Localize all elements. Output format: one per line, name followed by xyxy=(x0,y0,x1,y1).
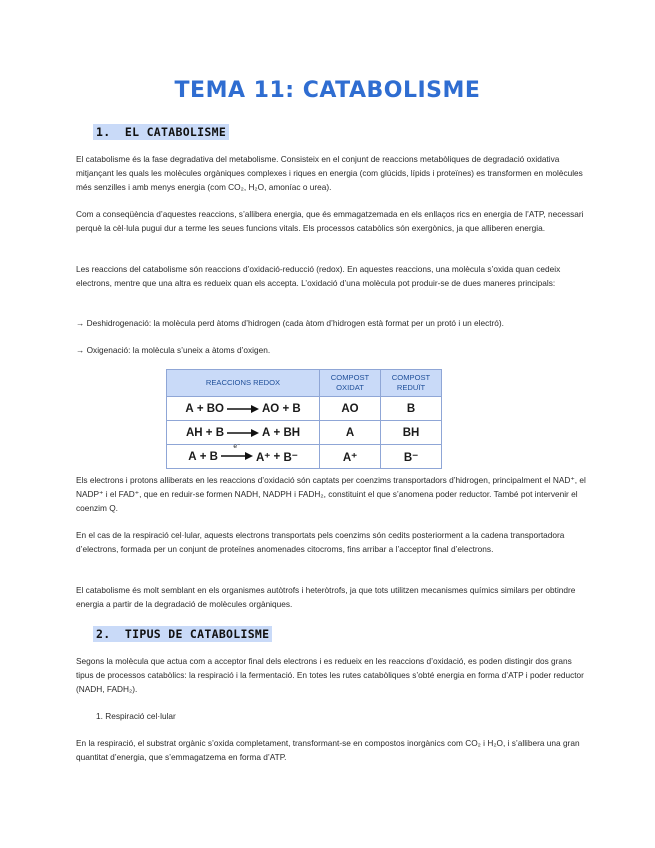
plus-sign: + xyxy=(199,450,207,463)
paragraph-6: El catabolisme és molt semblant en els organismes autòtrofs i heteròtrofs, ja que tots utilitzen mecanismes químics similars per obtindre energia a partir de la degradació de molècules orgàniques. xyxy=(76,585,576,609)
reactant: BO xyxy=(206,402,224,415)
reaction-arrow-icon xyxy=(227,429,259,437)
reactant: A xyxy=(185,402,194,415)
oxidized-cell: AO xyxy=(320,397,381,421)
plus-sign: + xyxy=(196,402,204,415)
reaction-arrow-icon xyxy=(227,405,259,413)
paragraph-3: Les reaccions del catabolisme són reaccions d’oxidació-reducció (redox). En aquestes reaccions, una molècula s’oxida quan cedeix electrons, mentre que una altra es redueix quan els accepta. L’oxidació d’una molècula pot produir-se de dues maneres principals: xyxy=(76,264,561,288)
section-1-title: EL CATABOLISME xyxy=(124,125,227,139)
reduced-cell: BH xyxy=(381,421,442,445)
subheading-respiration: 1. Respiració cel·lular xyxy=(96,711,176,721)
plus-sign: + xyxy=(205,426,213,439)
product: B⁻ xyxy=(283,451,298,464)
section-2-heading xyxy=(93,626,272,642)
reaction-cell xyxy=(167,442,320,469)
reduced-cell: B⁻ xyxy=(381,445,442,469)
paragraph-4: Els electrons i protons alliberats en les reaccions d’oxidació són captats per coenzims transportadors d’hidrogen, principalment el NAD⁺, el NADP⁺ i el FAD⁺, que en reduir-se formen NADH, NADPH i FADH₂, constituint el que s’anomena poder reductor. També pot intervenir el coenzim Q. xyxy=(76,475,586,513)
electron-transfer-arrow xyxy=(218,442,256,463)
reactant: B xyxy=(209,450,218,463)
redox-table xyxy=(166,369,442,469)
plus-sign: + xyxy=(273,426,281,439)
bullet-oxygenation: → Oxigenació: la molècula s’uneix a àtoms d’oxigen. xyxy=(76,345,271,355)
paragraph-2: Com a conseqüència d’aquestes reaccions, s’allibera energia, que és emmagatzemada en els enllaços rics en energia de l’ATP, necessari perquè la cèl·lula pugui dur a terme les seues funcions vitals. Els processos catabòlics són exergònics, ja que alliberen energia. xyxy=(76,209,584,233)
plus-sign: + xyxy=(282,402,290,415)
electron-label: e⁻ xyxy=(233,442,241,450)
oxidized-cell: A⁺ xyxy=(320,445,381,469)
table-row xyxy=(167,397,442,421)
reactant: AH xyxy=(185,426,203,439)
header-reduced: COMPOST REDUÏT xyxy=(381,370,442,397)
product: BH xyxy=(283,426,301,439)
plus-sign: + xyxy=(273,450,281,463)
reactant: B xyxy=(215,426,224,439)
section-2-title: TIPUS DE CATABOLISME xyxy=(124,627,270,641)
paragraph-5: En el cas de la respiració cel·lular, aquests electrons transportats pels coenzims són cedits posteriorment a la cadena transportadora d’electrons, formada per un conjunt de proteïnes anomenades citocroms, fins arribar a l’acceptor final d’electrons. xyxy=(76,530,565,554)
table-row xyxy=(167,445,442,469)
reaction-arrow-icon xyxy=(221,452,253,460)
paragraph-7: Segons la molècula que actua com a acceptor final dels electrons i es redueix en les reaccions d’oxidació, es poden distingir dos grans tipus de processos catabòlics: la respiració i la fermentació. En totes les rutes catabòliques s’obté energia en forma d’ATP i poder reductor (NADH, FADH₂). xyxy=(76,656,584,694)
product: A xyxy=(262,426,271,439)
product: AO xyxy=(262,402,280,415)
section-1-number: 1. xyxy=(96,125,111,139)
bullet-dehydrogenation: → Deshidrogenació: la molècula perd àtoms d’hidrogen (cada àtom d’hidrogen està format per un protó i un electró). xyxy=(76,318,504,328)
oxidized-cell: A xyxy=(320,421,381,445)
reactant: A xyxy=(188,450,197,463)
product: A⁺ xyxy=(255,451,271,464)
product: B xyxy=(292,402,301,415)
reduced-cell: B xyxy=(381,397,442,421)
table-row xyxy=(167,421,442,445)
paragraph-8: En la respiració, el substrat orgànic s’oxida completament, transformant-se en compostos inorgànics com CO₂ i H₂O, i s’allibera una gran quantitat d’energia, que s’emmagatzema en forma d’ATP. xyxy=(76,738,580,762)
section-2-number: 2. xyxy=(96,627,111,641)
header-oxidized: COMPOST OXIDAT xyxy=(320,370,381,397)
reaction-cell xyxy=(167,397,320,421)
page-title: TEMA 11: CATABOLISME xyxy=(174,78,481,103)
paragraph-1: El catabolisme és la fase degradativa del metabolisme. Consisteix en el conjunt de reaccions metabòliques de degradació oxidativa mitjançant les quals les molècules orgàniques complexes i riques en energia (com glúcids, lípids i proteïnes) es transformen en molècules més senzilles i amb menys energia (com CO₂, H₂O, amoníac o urea). xyxy=(76,154,583,192)
header-redox: REACCIONS REDOX xyxy=(167,370,320,397)
section-1-heading xyxy=(93,124,229,140)
